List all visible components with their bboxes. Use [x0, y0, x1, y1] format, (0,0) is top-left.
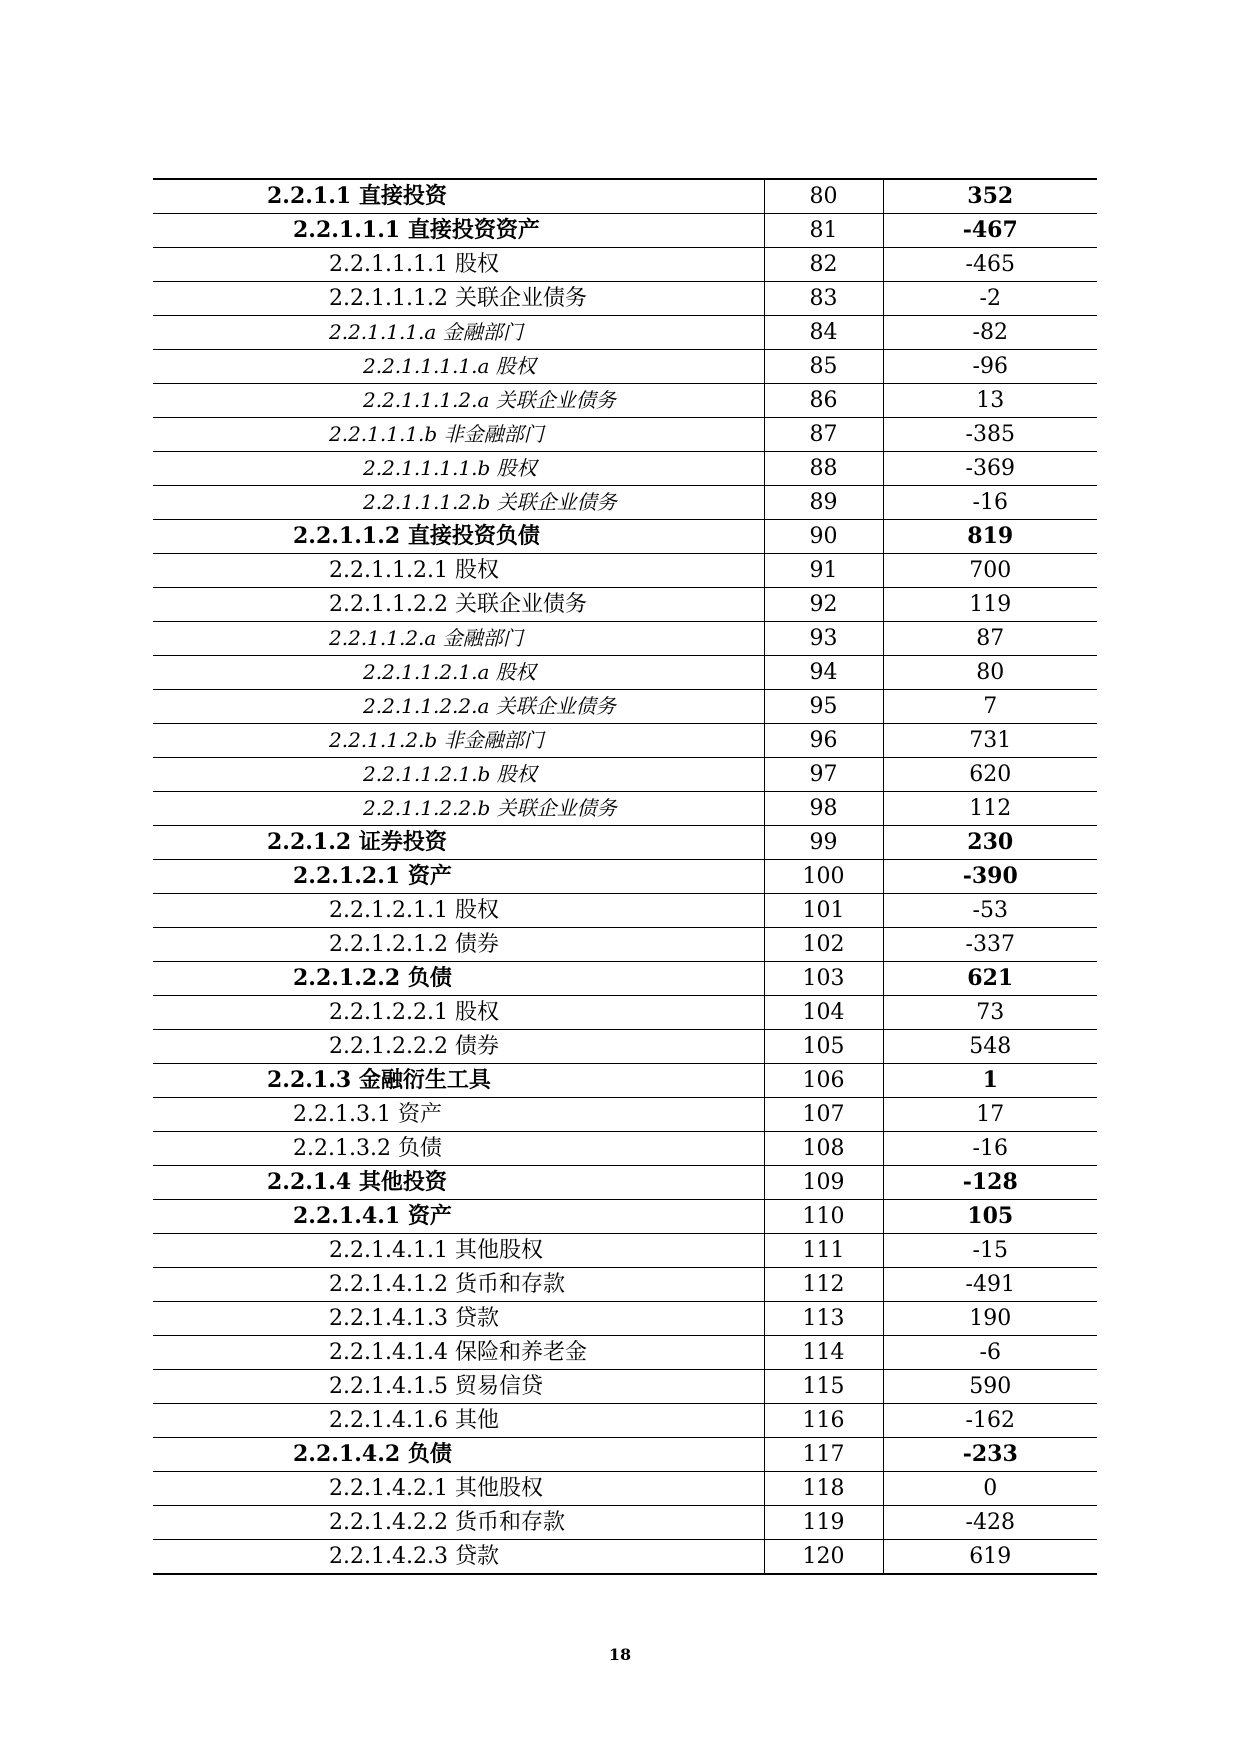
value-cell: 73: [883, 996, 1097, 1030]
value-cell: 87: [883, 622, 1097, 656]
item-name-cell: [153, 316, 764, 350]
item-name-cell: [153, 996, 764, 1030]
table-row: [153, 520, 1097, 554]
value-cell: 119: [883, 588, 1097, 622]
table-row: [153, 1404, 1097, 1438]
line-number-cell: 105: [764, 1030, 883, 1064]
table-row: [153, 996, 1097, 1030]
item-name: 2.2.1.1.1 直接投资资产: [293, 217, 540, 243]
table-row: [153, 1030, 1097, 1064]
table-row: [153, 792, 1097, 826]
value-cell: -162: [883, 1404, 1097, 1438]
line-number-cell: 90: [764, 520, 883, 554]
value-cell: -96: [883, 350, 1097, 384]
value-cell: 619: [883, 1540, 1097, 1575]
item-name-cell: [153, 588, 764, 622]
item-name-cell: [153, 690, 764, 724]
table-row: [153, 1132, 1097, 1166]
table-row: [153, 1438, 1097, 1472]
line-number-cell: 112: [764, 1268, 883, 1302]
item-name: 2.2.1.4 其他投资: [267, 1169, 447, 1195]
item-name: 2.2.1.2 证券投资: [267, 829, 447, 855]
item-name: 2.2.1.2.2 负债: [293, 965, 452, 991]
item-name: 2.2.1.1.1.a 金融部门: [329, 320, 523, 344]
value-cell: 0: [883, 1472, 1097, 1506]
value-cell: 620: [883, 758, 1097, 792]
item-name: 2.2.1.1.2.1.a 股权: [363, 660, 536, 684]
line-number-cell: 116: [764, 1404, 883, 1438]
item-name: 2.2.1.1.2.1 股权: [329, 558, 499, 583]
item-name: 2.2.1.2.2.2 债券: [329, 1034, 499, 1059]
line-number-cell: 91: [764, 554, 883, 588]
value-cell: 819: [883, 520, 1097, 554]
value-cell: -491: [883, 1268, 1097, 1302]
table-row: [153, 554, 1097, 588]
value-cell: -390: [883, 860, 1097, 894]
value-cell: -16: [883, 1132, 1097, 1166]
item-name: 2.2.1.4.1.4 保险和养老金: [329, 1340, 587, 1365]
value-cell: 700: [883, 554, 1097, 588]
line-number-cell: 92: [764, 588, 883, 622]
item-name-cell: [153, 452, 764, 486]
balance-of-payments-table-container: [153, 178, 1097, 1575]
value-cell: -233: [883, 1438, 1097, 1472]
item-name: 2.2.1.1.1.1.b 股权: [363, 456, 537, 480]
line-number-cell: 95: [764, 690, 883, 724]
line-number-cell: 103: [764, 962, 883, 996]
item-name: 2.2.1.1.2.2 关联企业债务: [329, 592, 587, 617]
table-row: [153, 656, 1097, 690]
value-cell: -428: [883, 1506, 1097, 1540]
value-cell: -2: [883, 282, 1097, 316]
line-number-cell: 110: [764, 1200, 883, 1234]
line-number-cell: 118: [764, 1472, 883, 1506]
line-number-cell: 115: [764, 1370, 883, 1404]
item-name-cell: [153, 179, 764, 214]
table-row: [153, 622, 1097, 656]
table-row: [153, 1506, 1097, 1540]
line-number-cell: 106: [764, 1064, 883, 1098]
item-name-cell: [153, 486, 764, 520]
item-name-cell: [153, 384, 764, 418]
item-name-cell: [153, 1166, 764, 1200]
table-body: [153, 179, 1097, 1574]
value-cell: 621: [883, 962, 1097, 996]
item-name-cell: [153, 792, 764, 826]
item-name-cell: [153, 1132, 764, 1166]
item-name-cell: [153, 282, 764, 316]
item-name-cell: [153, 826, 764, 860]
table-row: [153, 1540, 1097, 1575]
item-name-cell: [153, 724, 764, 758]
item-name-cell: [153, 758, 764, 792]
line-number-cell: 99: [764, 826, 883, 860]
table-row: [153, 860, 1097, 894]
value-cell: 112: [883, 792, 1097, 826]
item-name: 2.2.1.4.1.3 贷款: [329, 1306, 499, 1331]
item-name: 2.2.1.1.1.b 非金融部门: [329, 422, 544, 446]
line-number-cell: 108: [764, 1132, 883, 1166]
value-cell: -16: [883, 486, 1097, 520]
line-number-cell: 87: [764, 418, 883, 452]
item-name-cell: [153, 214, 764, 248]
table-row: [153, 486, 1097, 520]
item-name: 2.2.1.1.2.a 金融部门: [329, 626, 523, 650]
table-row: [153, 894, 1097, 928]
item-name-cell: [153, 622, 764, 656]
balance-of-payments-table: [153, 178, 1097, 1575]
value-cell: -465: [883, 248, 1097, 282]
item-name: 2.2.1.1.2.1.b 股权: [363, 762, 537, 786]
line-number-cell: 89: [764, 486, 883, 520]
item-name: 2.2.1.1.1.2.a 关联企业债务: [363, 388, 616, 412]
line-number-cell: 97: [764, 758, 883, 792]
item-name-cell: [153, 1234, 764, 1268]
item-name-cell: [153, 520, 764, 554]
line-number-cell: 81: [764, 214, 883, 248]
value-cell: 13: [883, 384, 1097, 418]
value-cell: -337: [883, 928, 1097, 962]
table-row: [153, 418, 1097, 452]
item-name-cell: [153, 1370, 764, 1404]
table-row: [153, 282, 1097, 316]
line-number-cell: 101: [764, 894, 883, 928]
item-name: 2.2.1.1.2.2.b 关联企业债务: [363, 796, 617, 820]
line-number-cell: 96: [764, 724, 883, 758]
table-row: [153, 179, 1097, 214]
table-row: [153, 1200, 1097, 1234]
item-name: 2.2.1.1.1.2 关联企业债务: [329, 286, 587, 311]
item-name-cell: [153, 928, 764, 962]
table-row: [153, 1472, 1097, 1506]
value-cell: 590: [883, 1370, 1097, 1404]
table-row: [153, 1302, 1097, 1336]
item-name-cell: [153, 248, 764, 282]
value-cell: -385: [883, 418, 1097, 452]
item-name: 2.2.1.4.2 负债: [293, 1441, 452, 1467]
line-number-cell: 113: [764, 1302, 883, 1336]
line-number-cell: 114: [764, 1336, 883, 1370]
table-row: [153, 214, 1097, 248]
value-cell: -467: [883, 214, 1097, 248]
item-name: 2.2.1.4.2.3 贷款: [329, 1544, 499, 1569]
item-name-cell: [153, 1098, 764, 1132]
table-row: [153, 1268, 1097, 1302]
page-number: 18: [608, 1645, 632, 1664]
item-name: 2.2.1.2.1 资产: [293, 863, 452, 889]
table-row: [153, 690, 1097, 724]
item-name-cell: [153, 1438, 764, 1472]
value-cell: 7: [883, 690, 1097, 724]
item-name-cell: [153, 1472, 764, 1506]
line-number-cell: 117: [764, 1438, 883, 1472]
value-cell: 1: [883, 1064, 1097, 1098]
item-name: 2.2.1.2.1.1 股权: [329, 898, 499, 923]
table-row: [153, 1336, 1097, 1370]
item-name: 2.2.1.1.1.1.a 股权: [363, 354, 536, 378]
item-name-cell: [153, 1064, 764, 1098]
line-number-cell: 94: [764, 656, 883, 690]
value-cell: -369: [883, 452, 1097, 486]
item-name-cell: [153, 350, 764, 384]
value-cell: 190: [883, 1302, 1097, 1336]
value-cell: 17: [883, 1098, 1097, 1132]
item-name-cell: [153, 1336, 764, 1370]
line-number-cell: 109: [764, 1166, 883, 1200]
item-name-cell: [153, 1540, 764, 1575]
item-name: 2.2.1.1.2.2.a 关联企业债务: [363, 694, 616, 718]
item-name: 2.2.1.3.2 负债: [293, 1136, 442, 1161]
table-row: [153, 1064, 1097, 1098]
line-number-cell: 82: [764, 248, 883, 282]
value-cell: 80: [883, 656, 1097, 690]
value-cell: 230: [883, 826, 1097, 860]
item-name: 2.2.1.4.1.2 货币和存款: [329, 1272, 565, 1297]
table-row: [153, 452, 1097, 486]
table-row: [153, 248, 1097, 282]
item-name-cell: [153, 1404, 764, 1438]
item-name-cell: [153, 860, 764, 894]
value-cell: 731: [883, 724, 1097, 758]
item-name-cell: [153, 962, 764, 996]
table-row: [153, 724, 1097, 758]
line-number-cell: 93: [764, 622, 883, 656]
item-name-cell: [153, 1200, 764, 1234]
value-cell: -53: [883, 894, 1097, 928]
table-row: [153, 1166, 1097, 1200]
table-row: [153, 758, 1097, 792]
line-number-cell: 120: [764, 1540, 883, 1575]
value-cell: 548: [883, 1030, 1097, 1064]
item-name-cell: [153, 1302, 764, 1336]
item-name: 2.2.1.4.2.2 货币和存款: [329, 1510, 565, 1535]
item-name: 2.2.1.4.1 资产: [293, 1203, 452, 1229]
value-cell: 352: [883, 179, 1097, 214]
item-name: 2.2.1.1 直接投资: [267, 183, 447, 209]
item-name: 2.2.1.1.2 直接投资负债: [293, 523, 540, 549]
table-row: [153, 384, 1097, 418]
table-row: [153, 962, 1097, 996]
table-row: [153, 588, 1097, 622]
line-number-cell: 119: [764, 1506, 883, 1540]
item-name: 2.2.1.1.1.2.b 关联企业债务: [363, 490, 617, 514]
item-name-cell: [153, 894, 764, 928]
value-cell: -82: [883, 316, 1097, 350]
item-name: 2.2.1.1.1.1 股权: [329, 252, 499, 277]
item-name-cell: [153, 1030, 764, 1064]
item-name-cell: [153, 1268, 764, 1302]
line-number-cell: 102: [764, 928, 883, 962]
item-name: 2.2.1.4.2.1 其他股权: [329, 1476, 543, 1501]
line-number-cell: 100: [764, 860, 883, 894]
table-row: [153, 1098, 1097, 1132]
line-number-cell: 85: [764, 350, 883, 384]
item-name: 2.2.1.1.2.b 非金融部门: [329, 728, 544, 752]
item-name-cell: [153, 1506, 764, 1540]
value-cell: -128: [883, 1166, 1097, 1200]
item-name-cell: [153, 554, 764, 588]
line-number-cell: 111: [764, 1234, 883, 1268]
line-number-cell: 86: [764, 384, 883, 418]
item-name-cell: [153, 656, 764, 690]
line-number-cell: 107: [764, 1098, 883, 1132]
value-cell: -6: [883, 1336, 1097, 1370]
table-row: [153, 826, 1097, 860]
table-row: [153, 928, 1097, 962]
line-number-cell: 104: [764, 996, 883, 1030]
item-name: 2.2.1.3.1 资产: [293, 1102, 442, 1127]
line-number-cell: 98: [764, 792, 883, 826]
item-name: 2.2.1.4.1.1 其他股权: [329, 1238, 543, 1263]
line-number-cell: 83: [764, 282, 883, 316]
item-name: 2.2.1.3 金融衍生工具: [267, 1067, 491, 1093]
table-row: [153, 1370, 1097, 1404]
item-name: 2.2.1.2.1.2 债券: [329, 932, 499, 957]
line-number-cell: 84: [764, 316, 883, 350]
item-name: 2.2.1.2.2.1 股权: [329, 1000, 499, 1025]
item-name: 2.2.1.4.1.5 贸易信贷: [329, 1374, 543, 1399]
line-number-cell: 80: [764, 179, 883, 214]
item-name-cell: [153, 418, 764, 452]
value-cell: 105: [883, 1200, 1097, 1234]
table-row: [153, 1234, 1097, 1268]
line-number-cell: 88: [764, 452, 883, 486]
value-cell: -15: [883, 1234, 1097, 1268]
table-row: [153, 350, 1097, 384]
item-name: 2.2.1.4.1.6 其他: [329, 1408, 499, 1433]
table-row: [153, 316, 1097, 350]
